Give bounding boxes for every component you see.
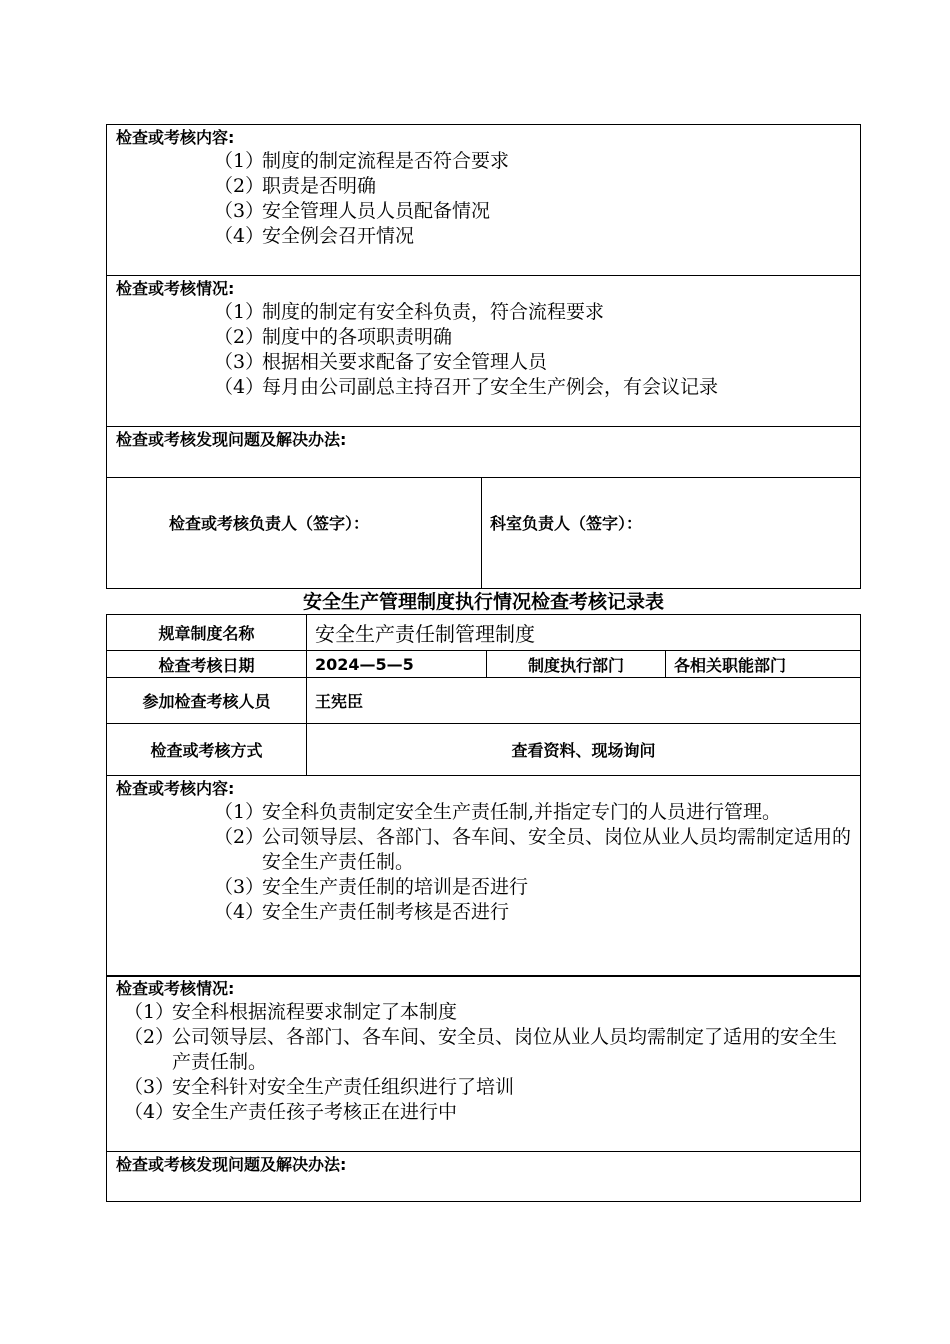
list-item: （2） 职责是否明确: [214, 175, 377, 197]
problems-label: 检查或考核发现问题及解决办法:: [116, 1155, 347, 1174]
situation-label: 检查或考核情况:: [116, 279, 235, 298]
problems-section-1: [106, 426, 861, 478]
list-item: （4） 安全例会召开情况: [214, 225, 415, 247]
participants-value: 王宪臣: [315, 692, 364, 711]
list-item: （1） 制度的制定有安全科负责，符合流程要求: [214, 301, 605, 323]
page-title: 安全生产管理制度执行情况检查考核记录表: [302, 591, 664, 613]
dept-label: 制度执行部门: [527, 655, 624, 675]
method-value: 查看资料、现场询问: [511, 741, 656, 760]
inspector-signature-label: 检查或考核负责人（签字）：: [169, 514, 370, 533]
signature-section: [106, 477, 861, 589]
situation-label: 检查或考核情况:: [116, 979, 235, 998]
problems-label: 检查或考核发现问题及解决办法:: [116, 430, 347, 449]
date-label: 检查考核日期: [158, 655, 255, 675]
problems-section-2: [106, 1151, 861, 1202]
situation-section-1: [106, 275, 861, 427]
list-item: （4） 安全生产责任制考核是否进行: [214, 901, 510, 923]
list-item: （2） 公司领导层、各部门、各车间、安全员、岗位从业人员均需制定适用的安全生产责任制。: [214, 826, 852, 873]
list-item: （4） 安全生产责任孩子考核正在进行中: [124, 1101, 458, 1123]
list-item: （1） 安全科负责制定安全生产责任制,并指定专门的人员进行管理。: [214, 801, 782, 823]
participants-label: 参加检查考核人员: [142, 692, 271, 711]
list-item: （1） 制度的制定流程是否符合要求: [214, 150, 510, 172]
regulation-name-label: 规章制度名称: [158, 624, 255, 643]
list-item: （4） 每月由公司副总主持召开了安全生产例会，有会议记录: [214, 376, 719, 398]
list-item: （2） 制度中的各项职责明确: [214, 326, 453, 348]
content-label: 检查或考核内容:: [116, 128, 235, 147]
list-item: （3） 安全科针对安全生产责任组织进行了培训: [124, 1076, 515, 1098]
date-value: 2024—5—5: [315, 654, 414, 674]
content-label: 检查或考核内容:: [116, 779, 235, 798]
list-item: （3） 根据相关要求配备了安全管理人员: [214, 351, 548, 373]
list-item: （3） 安全生产责任制的培训是否进行: [214, 876, 529, 898]
department-head-signature-label: 科室负责人（签字）：: [490, 514, 643, 533]
situation-section-2: [106, 975, 861, 1152]
content-section-2: [106, 775, 861, 977]
content-section-1: [106, 124, 861, 276]
list-item: （1） 安全科根据流程要求制定了本制度: [124, 1001, 458, 1023]
list-item: （2） 公司领导层、各部门、各车间、安全员、岗位从业人员均需制定了适用的安全生产责任制。: [124, 1026, 838, 1073]
record-header-table: [106, 614, 861, 776]
dept-value: 各相关职能部门: [674, 655, 787, 675]
method-label: 检查或考核方式: [150, 741, 263, 760]
list-item: （3） 安全管理人员人员配备情况: [214, 200, 491, 222]
regulation-name-value: 安全生产责任制管理制度: [315, 622, 535, 646]
